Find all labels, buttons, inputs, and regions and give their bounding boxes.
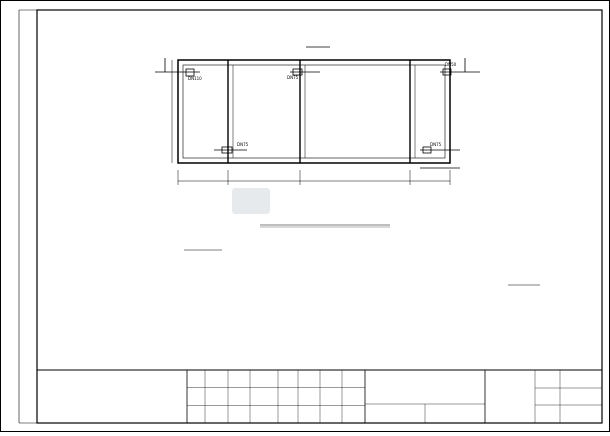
svg-text:DN50: DN50 <box>445 62 457 67</box>
svg-text:DN110: DN110 <box>188 76 202 81</box>
svg-text:DN75: DN75 <box>430 142 442 147</box>
svg-text:DN75: DN75 <box>237 142 249 147</box>
watermark <box>232 188 270 214</box>
svg-text:DN75: DN75 <box>287 75 299 80</box>
